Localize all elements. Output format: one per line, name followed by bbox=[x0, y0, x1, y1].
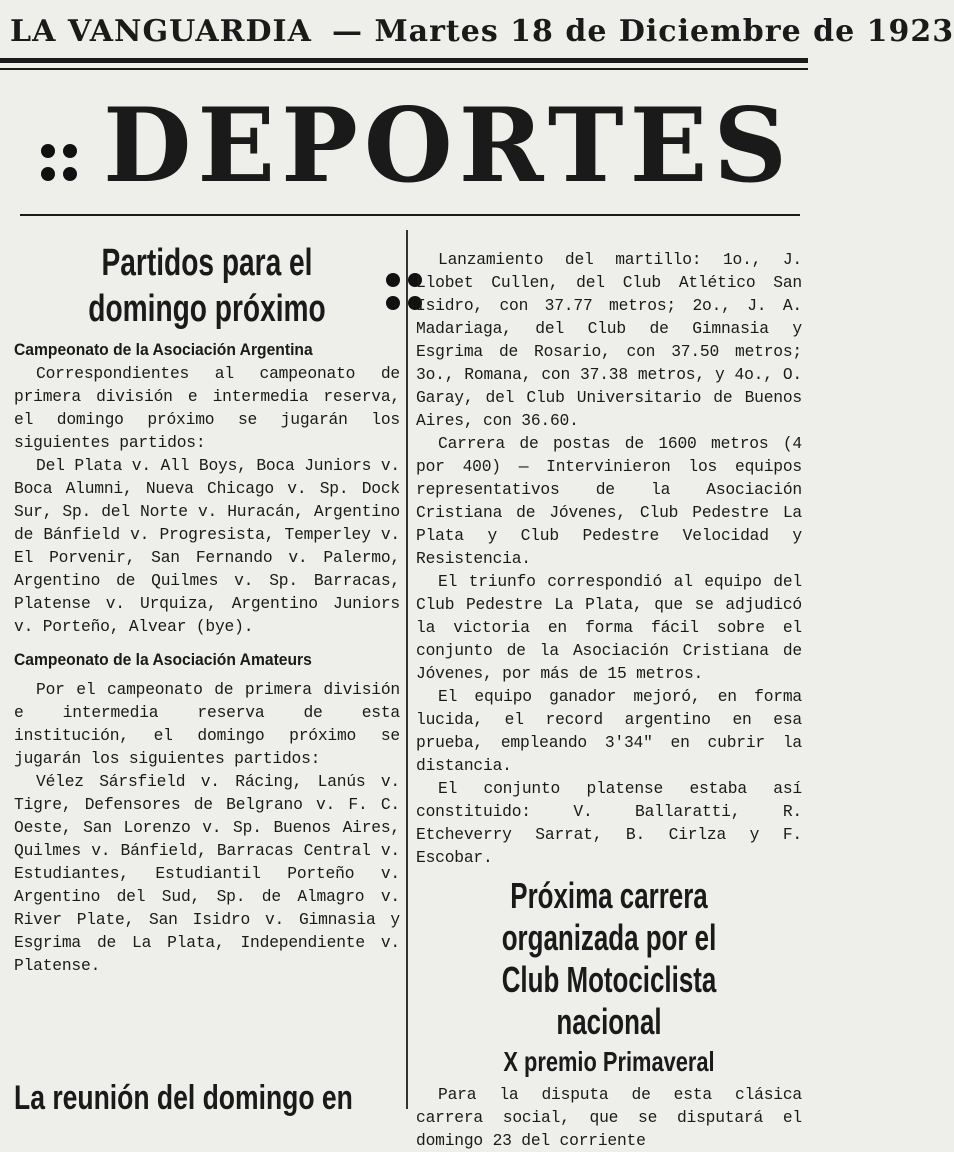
match-list: Vélez Sársfield v. Rácing, Lanús v. Tigre, Defensores de Belgrano v. F. C. Oeste, San Lorenzo v. Sp. Buenos Aires, Quilmes v. Bánfield, Barracas Central v. Estudiantes, Estudiantil Porteño v. Argentino del Sud, Sp. de Almagro v. River Plate, San Isidro v. Gimnasia y Esgrima de La Plata, Independiente v. Platense. bbox=[14, 772, 400, 975]
right-column bbox=[416, 248, 802, 1152]
subhead-asociacion-argentina: Campeonato de la Asociación Argentina bbox=[14, 340, 313, 359]
masthead-date-line bbox=[332, 14, 954, 49]
paragraph-result: El triunfo correspondió al equipo del Club Pedestre La Plata, que se adjudicó la victoria en forma fácil sobre el conjunto de la Asociación Cristiana de Jóvenes, por más de 15 metros. bbox=[416, 572, 802, 683]
paragraph-hammer-throw: Lanzamiento del martillo: 1o., J. Llobet Cullen, del Club Atlético San Isidro, con 37.77 metros; 2o., J. A. Madariaga, del Club de Gimnasia y Esgrima de Rosario, con 37.50 metros; 3o., Romana, con 37.38 metros, y 4o., O. Garay, del Club Universitario de Buenos Aires, con 36.60. bbox=[416, 250, 802, 430]
paragraph-team: El conjunto platense estaba así constituido: V. Ballaratti, R. Etcheverry Sarrat, B. Cirlza y F. Escobar. bbox=[416, 779, 802, 867]
article-subhead-premio: X premio Primaveral bbox=[503, 1046, 715, 1077]
left-column bbox=[14, 240, 400, 977]
masthead bbox=[0, 8, 954, 52]
ornament-left-icon bbox=[37, 94, 81, 214]
subhead-asociacion-amateurs: Campeonato de la Asociación Amateurs bbox=[14, 650, 312, 669]
section-title-block bbox=[0, 86, 808, 206]
paragraph: Para la disputa de esta clásica carrera social, que se disputará el domingo 23 del corriente bbox=[416, 1085, 802, 1150]
publication-name: LA VANGUARDIA bbox=[10, 14, 312, 49]
section-rule bbox=[20, 214, 800, 216]
paragraph: Correspondientes al campeonato de primera división e intermedia reserva, el domingo próximo se jugarán los siguientes partidos: bbox=[14, 364, 400, 452]
paragraph-relay: Carrera de postas de 1600 metros (4 por 400) — Intervinieron los equipos representativos de la Asociación Cristiana de Jóvenes, Club Pedestre La Plata y Club Pedestre Velocidad y Resistencia. bbox=[416, 434, 802, 568]
masthead-rule-thin bbox=[0, 68, 808, 70]
issue-date: Martes 18 de Diciembre de 1923 bbox=[374, 14, 954, 49]
match-list: Del Plata v. All Boys, Boca Juniors v. Boca Alumni, Nueva Chicago v. Sp. Dock Sur, Sp. del Norte v. Huracán, Argentino de Bánfield v. Progresista, Temperley v. El Porvenir, San Fernando v. Palermo, Argentino de Quilmes v. Sp. Barracas, Platense v. Urquiza, Argentino Juniors v. Porteño, Alvear (bye). bbox=[14, 456, 400, 636]
section-title: DEPORTES bbox=[102, 86, 794, 206]
column-divider bbox=[406, 230, 408, 1109]
article-headline: Partidos para el domingo próximo bbox=[88, 242, 326, 330]
cut-off-headline: La reunión del domingo en bbox=[14, 1079, 353, 1117]
masthead-rule-thick bbox=[0, 58, 808, 63]
paragraph: Por el campeonato de primera división e intermedia reserva de esta institución, el domingo próximo se jugarán los siguientes partidos: bbox=[14, 680, 400, 768]
paragraph-record: El equipo ganador mejoró, en forma lucida, el record argentino en esa prueba, empleando 3'34" en cubrir la distancia. bbox=[416, 687, 802, 775]
article-headline-motorcycle: Próxima carrera organizada por el Club Motociclista nacional bbox=[501, 875, 717, 1042]
masthead-separator: — bbox=[332, 14, 363, 49]
